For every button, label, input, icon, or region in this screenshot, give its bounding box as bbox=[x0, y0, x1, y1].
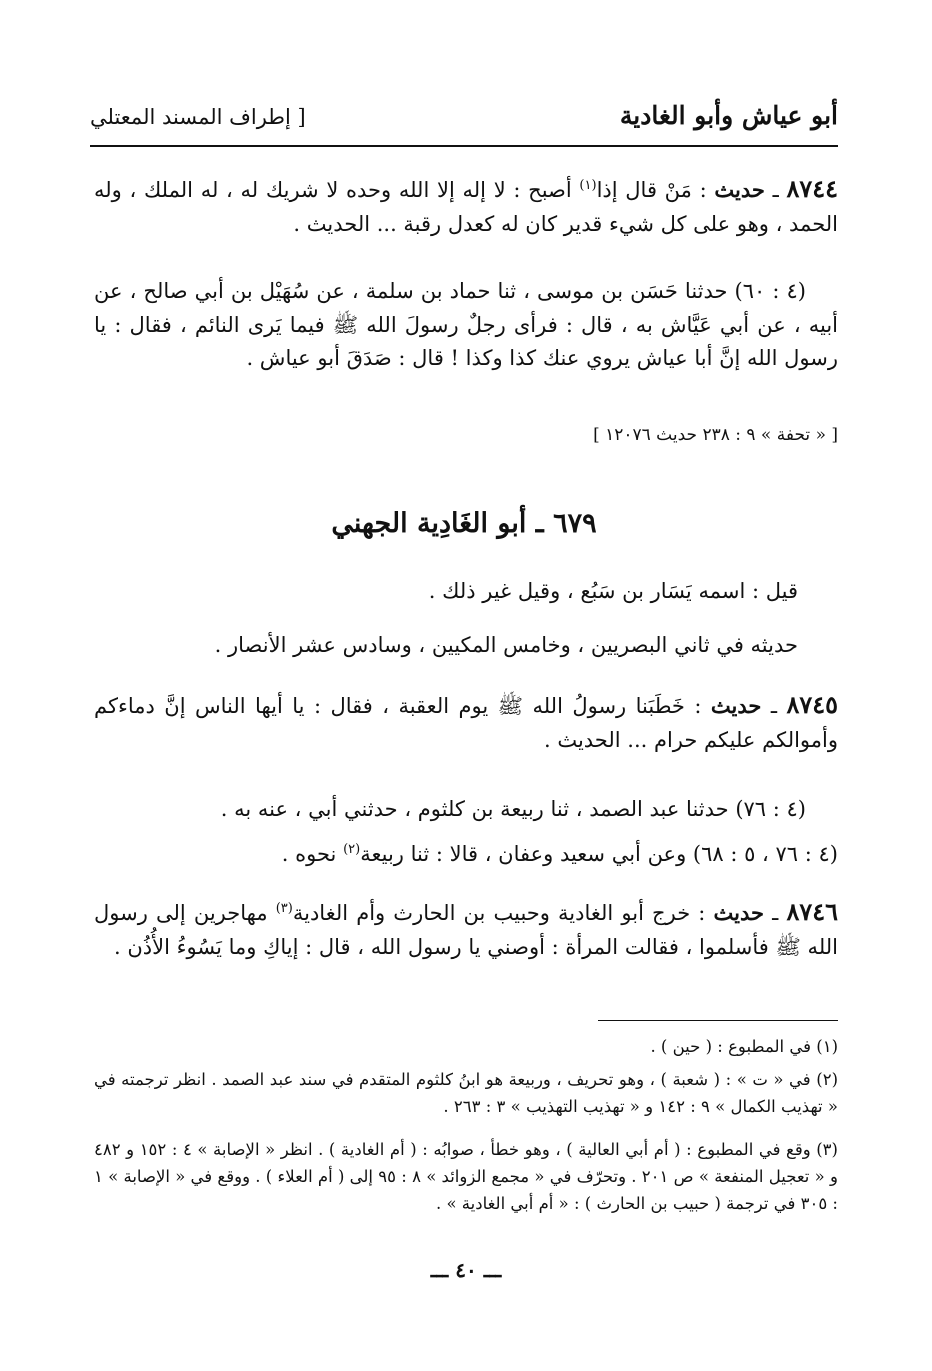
hadith-8744: ٨٧٤٤ ـ حديث : مَنْ قال إذا$^{(١)}$ أصبح : لا إله إلا الله وحده لا شريك له ، له الملك ، وله الحمد ، وهو على كل شيء قدير كان له كعدل رقبة ... الحديث . bbox=[94, 174, 838, 237]
isnad-8745-a: (٤ : ٧٦) حدثنا عبد الصمد ، ثنا ربيعة بن كلثوم ، حدثني أبي ، عنه به . bbox=[220, 797, 806, 821]
running-header bbox=[90, 95, 838, 147]
footnote-separator bbox=[598, 1020, 838, 1021]
footnote-ref: (٣) bbox=[275, 901, 293, 916]
hadith-label: حديث bbox=[710, 693, 762, 718]
hadith-number: ٨٧٤٥ bbox=[786, 690, 838, 719]
biography-name-note: قيل : اسمه يَسَار بن سَبُع ، وقيل غير ذلك . bbox=[428, 579, 798, 603]
hadith-text: : خرج أبو الغادية وحبيب بن الحارث وأم الغادية bbox=[292, 901, 714, 925]
hadith-8746: ٨٧٤٦ ـ حديث : خرج أبو الغادية وحبيب بن الحارث وأم الغادية$^{(٣)}$ مهاجرين إلى رسول الله ﷺ فأسلموا ، فقالت المرأة : أوصني يا رسول الله ، قال : إياكِ وما يَسُوءُ الأُذُن . bbox=[94, 897, 838, 960]
hadith-number: ٨٧٤٤ bbox=[786, 174, 838, 203]
isnad-text: (٤ : ٦٠) حدثنا حَسَن بن موسى ، ثنا حماد بن سلمة ، عن سُهَيْل بن أبي صالح ، عن أبيه ، عن أبي عَيَّاش به ، قال : فرأى رجلٌ رسولَ الله ﷺ فيما يَرى النائم ، فقال : يا رسول الله إنَّ أبا عياش يروي عنك كذا وكذا ! قال : صَدَقَ أبو عياش . bbox=[94, 279, 838, 371]
footnote-ref: (١) bbox=[579, 178, 597, 193]
hadith-number: ٨٧٤٦ bbox=[786, 897, 838, 926]
hadith-text: : مَنْ قال إذا bbox=[596, 178, 715, 202]
hadith-label: حديث bbox=[714, 177, 765, 202]
page-number: ـــ ٤٠ ـــ bbox=[430, 1258, 502, 1282]
header-rule bbox=[90, 145, 838, 147]
header-chapter-title: أبو عياش وأبو الغادية bbox=[619, 101, 838, 130]
hadith-label: حديث bbox=[713, 900, 764, 925]
entry-title: ٦٧٩ ـ أبو الغَادِية الجهني bbox=[331, 508, 597, 539]
hadith-text-cont: أصبح : لا إله إلا الله وحده لا شريك له ، له الملك ، وله الحمد ، وهو على كل شيء قدير كان له كعدل رقبة ... الحديث . bbox=[94, 178, 838, 237]
isnad-text-end: نحوه . bbox=[281, 842, 344, 866]
hadith-text-cont: مهاجرين إلى رسول الله ﷺ فأسلموا ، فقالت المرأة : أوصني يا رسول الله ، قال : إياكِ وما يَسُوءُ الأُذُن . bbox=[94, 901, 838, 960]
hadith-8745: ٨٧٤٥ ـ حديث : خَطَبَنا رسولُ الله ﷺ يوم العقبة ، فقال : يا أيها الناس إنَّ دماءكم وأموالكم عليكم حرام ... الحديث . bbox=[94, 690, 838, 753]
isnad-8745-b bbox=[94, 838, 838, 872]
isnad-text: (٤ : ٧٦ ، ٥ : ٦٨) وعن أبي سعيد وعفان ، قالا : ثنا ربيعة bbox=[360, 842, 838, 866]
footnote-1: (١) في المطبوع : ( حين ) . bbox=[650, 1037, 838, 1056]
footnote-2: (٢) في « ت » : ( شعبة ) ، وهو تحريف ، وربيعة هو ابنُ كلثوم المتقدم في سند عبد الصمد . انظر ترجمته في « تهذيب الكمال » ٩ : ١٤٢ و « تهذيب التهذيب » ٣ : ٢٦٣ . bbox=[94, 1070, 838, 1117]
footnote-3: (٣) وقع في المطبوع : ( أم أبي العالية ) ، وهو خطأ ، صوابُه : ( أم الغادية ) . انظر « الإصابة » ٤ : ١٥٢ و ٤٨٢ و « تعجيل المنفعة » ص ٢٠١ . وتحرّف في « مجمع الزوائد » ٨ : ٩٥ إلى ( أم العلاء ) . ووقع في « الإصابة » ١ : ٣٠٥ في ترجمة ( حبيب بن الحارث ) : « أم أبي الغادية » . bbox=[94, 1140, 838, 1214]
tuhfa-reference: [ « تحفة » ٩ : ٢٣٨ حديث ١٢٠٧٦ ] bbox=[593, 425, 838, 445]
hadith-text: : خَطَبَنا رسولُ الله ﷺ يوم العقبة ، فقال : يا أيها الناس إنَّ دماءكم وأموالكم عليكم حرام ... الحديث . bbox=[94, 694, 838, 753]
footnote-ref: (٢) bbox=[343, 842, 361, 857]
header-book-title: [ إطراف المسند المعتلي bbox=[90, 105, 306, 129]
biography-location-note: حديثه في ثاني البصريين ، وخامس المكيين ، وسادس عشر الأنصار . bbox=[214, 633, 798, 657]
isnad-8744 bbox=[94, 275, 838, 376]
